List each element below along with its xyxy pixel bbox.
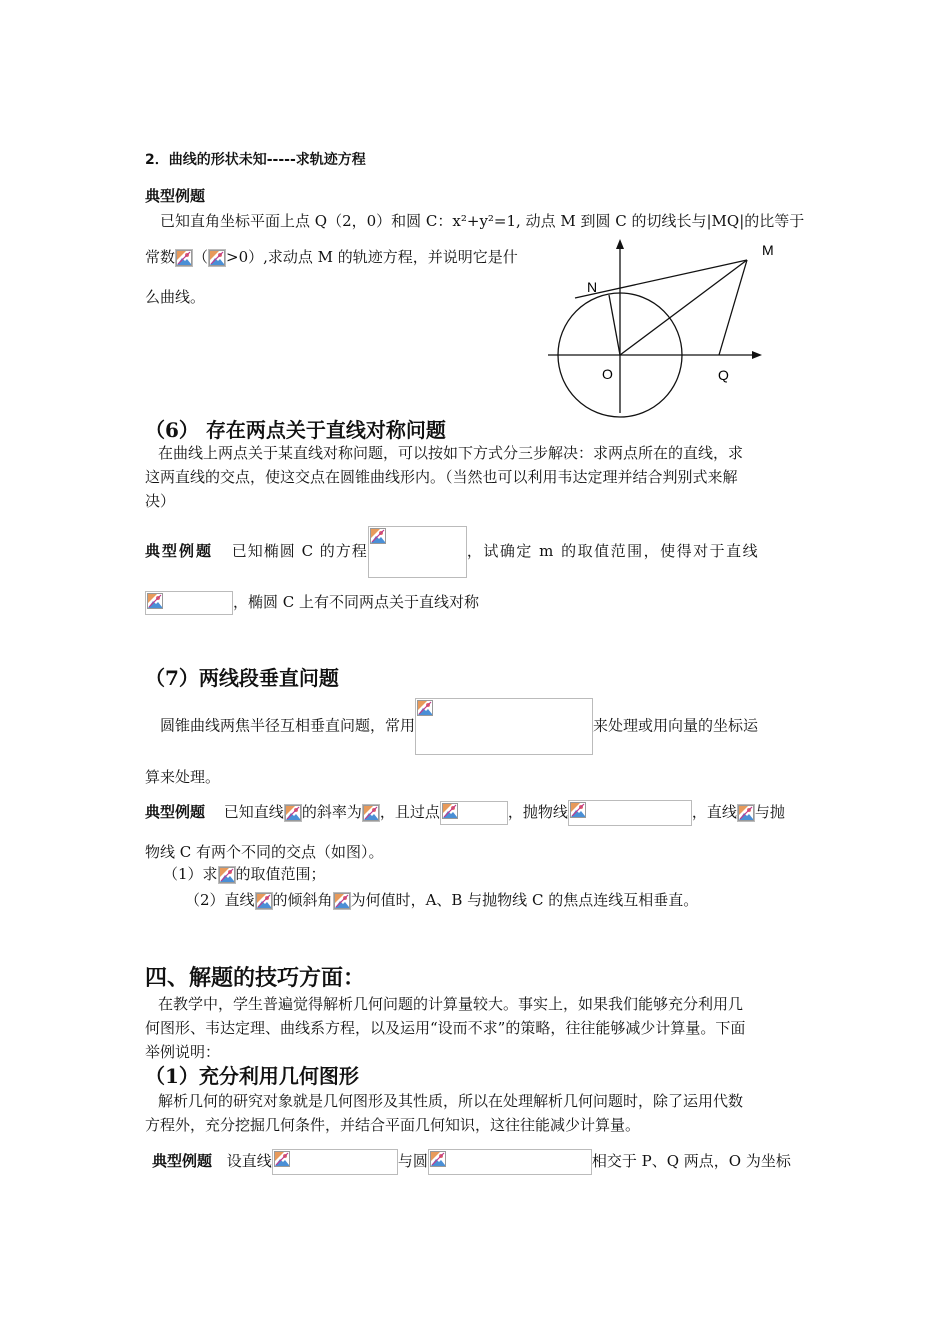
example-label: 典型例题: [145, 187, 206, 205]
section-6-example-line-2: [145, 590, 479, 615]
text: （: [193, 248, 209, 266]
segment-on: [609, 295, 620, 355]
example-label: 典型例题: [145, 803, 206, 821]
text: >0）,求动点 M 的轨迹方程，并说明它是什: [226, 248, 518, 266]
broken-image-icon: [417, 700, 433, 716]
geometry-diagram: [540, 235, 780, 420]
formula-image: [145, 591, 233, 615]
formula-image: [428, 1149, 592, 1175]
section-6-para-3: 决）: [145, 492, 176, 510]
section-7-example-line-2: 物线 C 有两个不同的交点（如图）。: [145, 843, 384, 861]
section-7-para-1: [160, 698, 758, 756]
text: 的斜率为: [301, 803, 362, 821]
text: 相交于 P、Q 两点，O 为坐标: [591, 1152, 791, 1170]
formula-image: [175, 249, 193, 267]
label-n: N: [587, 279, 598, 295]
subsection-1-para-1: 解析几何的研究对象就是几何图形及其性质，所以在处理解析几何问题时，除了运用代数: [158, 1092, 744, 1110]
broken-image-icon: [176, 250, 192, 266]
section-4-para-1: 在教学中，学生普遍觉得解析几何问题的计算量较大。事实上，如果我们能够充分利用几: [158, 995, 744, 1013]
broken-image-icon: [738, 805, 754, 821]
text: 的取值范围；: [235, 865, 326, 883]
text: 与抛: [754, 803, 785, 821]
question-2: [185, 888, 698, 912]
text: 与圆: [397, 1152, 428, 1170]
broken-image-icon: [274, 1151, 290, 1167]
text: ，抛物线: [507, 803, 568, 821]
broken-image-icon: [370, 528, 386, 544]
broken-image-icon: [334, 893, 350, 909]
text: 已知直线: [223, 803, 284, 821]
text: 圆锥曲线两焦半径互相垂直问题，常用: [160, 716, 416, 735]
formula-image: [368, 526, 467, 578]
section-6-para-2: 这两直线的交点，使这交点在圆锥曲线形内。（当然也可以利用韦达定理并结合判别式来解: [145, 468, 738, 486]
broken-image-icon: [570, 802, 586, 818]
example-label: 典型例题: [145, 542, 214, 560]
label-m: M: [762, 242, 774, 258]
formula-image: [440, 801, 508, 825]
section-4-para-3: 举例说明：: [145, 1043, 221, 1061]
y-axis-arrow: [616, 239, 624, 249]
example-1-line-1: 已知直角坐标平面上点 Q（2，0）和圆 C：x²+y²=1, 动点 M 到圆 C 的切线长与|MQ|的比等于: [160, 212, 805, 230]
broken-image-icon: [442, 803, 458, 819]
formula-image: [362, 804, 380, 822]
text: （1）求: [163, 865, 218, 883]
broken-image-icon: [256, 893, 272, 909]
text: 已知椭圆 C 的方程: [231, 542, 368, 560]
subsection-1-title: （1）充分利用几何图形: [145, 1064, 359, 1088]
section-7-example: [145, 800, 785, 826]
section-6-para-1: 在曲线上两点关于某直线对称问题，可以按如下方式分三步解决：求两点所在的直线，求: [158, 444, 744, 462]
formula-image: [737, 804, 755, 822]
section-4-title: 四、解题的技巧方面：: [145, 965, 366, 991]
example-1-line-3: 么曲线。: [145, 288, 206, 306]
formula-image: [218, 866, 236, 884]
broken-image-icon: [209, 250, 225, 266]
text: 来处理或用向量的坐标运: [593, 716, 759, 735]
label-q: Q: [718, 367, 729, 383]
example-1-line-2: [145, 245, 518, 269]
broken-image-icon: [363, 805, 379, 821]
subsection-1-example: [152, 1149, 791, 1175]
example-label: 典型例题: [152, 1152, 213, 1170]
text: 常数: [145, 248, 176, 266]
formula-image: [333, 892, 351, 910]
label-o: O: [602, 366, 613, 382]
text: ，且过点: [379, 803, 440, 821]
formula-image: [272, 1149, 398, 1175]
subsection-1-para-2: 方程外，充分挖掘几何条件，并结合平面几何知识，这往往能减少计算量。: [145, 1116, 641, 1134]
section-2-title: 2．曲线的形状未知-----求轨迹方程: [145, 152, 366, 168]
section-7-para-2: 算来处理。: [145, 768, 221, 786]
text: 的倾斜角: [272, 891, 333, 909]
section-6-example: [145, 526, 759, 578]
broken-image-icon: [219, 867, 235, 883]
section-6-title: （6） 存在两点关于直线对称问题: [145, 418, 446, 442]
section-4-para-2: 何图形、韦达定理、曲线系方程，以及运用“设而不求”的策略，往往能够减少计算量。下面: [145, 1019, 746, 1037]
broken-image-icon: [285, 805, 301, 821]
text: 为何值时，A、B 与抛物线 C 的焦点连线互相垂直。: [350, 891, 699, 909]
formula-image: [255, 892, 273, 910]
text: ，直线: [691, 803, 737, 821]
text: ，椭圆 C 上有不同两点关于直线对称: [233, 593, 480, 611]
section-7-title: （7）两线段垂直问题: [145, 666, 339, 690]
broken-image-icon: [147, 593, 163, 609]
text: （2）直线: [185, 891, 255, 909]
broken-image-icon: [430, 1151, 446, 1167]
segment-mq: [719, 260, 747, 355]
x-axis-arrow: [752, 351, 762, 359]
text: ，试确定 m 的取值范围，使得对于直线: [466, 542, 760, 560]
text: 设直线: [226, 1152, 272, 1170]
question-1: [163, 862, 326, 886]
formula-image: [568, 800, 692, 826]
formula-image: [208, 249, 226, 267]
formula-image: [284, 804, 302, 822]
formula-image: [415, 698, 593, 755]
